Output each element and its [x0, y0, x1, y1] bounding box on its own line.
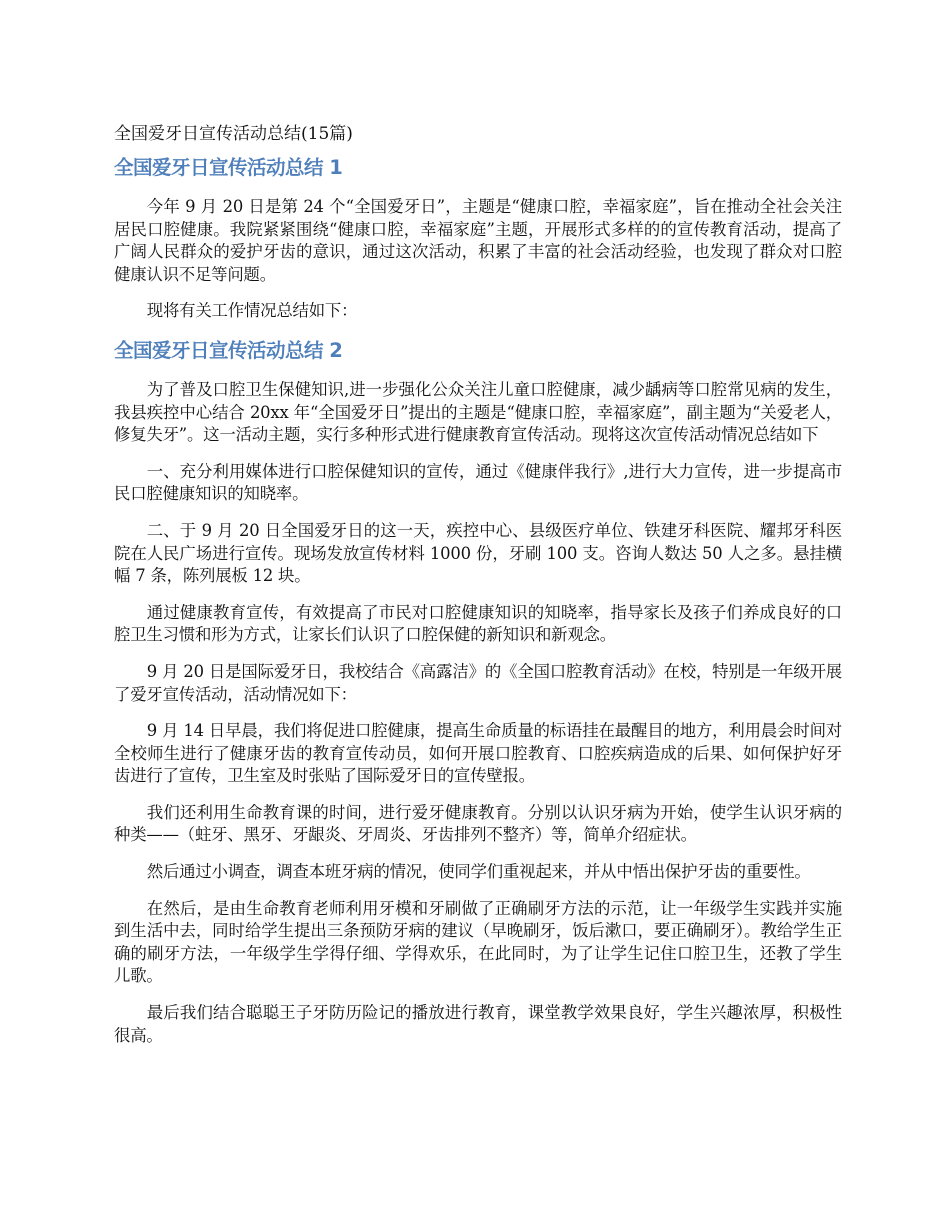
paragraph: 通过健康教育宣传，有效提高了市民对口腔健康知识的知晓率，指导家长及孩子们养成良好的口腔卫生习惯和形为方式，让家长们认识了口腔保健的新知识和新观念。 [114, 602, 842, 645]
paragraph: 为了普及口腔卫生保健知识,进一步强化公众关注儿童口腔健康，减少龋病等口腔常见病的发生，我县疾控中心结合 20xx 年“全国爱牙日”提出的主题是“健康口腔，幸福家庭”，副主题为“关爱老人，修复失牙”。这一活动主题，实行多种形式进行健康教育宣传活动。现将这次宣传活动情况总结如下 [114, 379, 842, 445]
paragraph: 最后我们结合聪聪王子牙防历险记的播放进行教育，课堂教学效果良好，学生兴趣浓厚，积极性很高。 [114, 1003, 842, 1045]
document-title: 全国爱牙日宣传活动总结(15篇) [114, 124, 353, 144]
section-heading: 全国爱牙日宣传活动总结 1 [114, 156, 343, 179]
paragraph: 然后通过小调查，调查本班牙病的情况，使同学们重视起来，并从中悟出保护牙齿的重要性。 [146, 862, 811, 882]
paragraph: 二、于 9 月 20 日全国爱牙日的这一天，疾控中心、县级医疗单位、铁建牙科医院、耀邦牙科医院在人民广场进行宣传。现场发放宣传材料 1000 份，牙刷 100 支。咨询人数达 50 人之多。悬挂横幅 7 条，陈列展板 12 块。 [114, 520, 842, 586]
paragraph: 在然后，是由生命教育老师利用牙模和牙刷做了正确刷牙方法的示范，让一年级学生实践并实施到生活中去，同时给学生提出三条预防牙病的建议（早晚刷牙，饭后漱口，要正确刷牙）。教给学生正确的刷牙方法，一年级学生学得仔细、学得欢乐，在此同时，为了让学生记住口腔卫生，还教了学生儿歌。 [114, 898, 842, 986]
section-1 [114, 154, 842, 323]
document-page [114, 120, 842, 1061]
paragraph: 今年 9 月 20 日是第 24 个“全国爱牙日”，主题是“健康口腔，幸福家庭”，旨在推动全社会关注居民口腔健康。我院紧紧围绕“健康口腔，幸福家庭”主题，开展形式多样的的宣传教育活动，提高了广阔人民群众的爱护牙齿的意识，通过这次活动，积累了丰富的社会活动经验，也发现了群众对口腔健康认识不足等问题。 [114, 197, 842, 284]
section-heading: 全国爱牙日宣传活动总结 2 [114, 338, 343, 362]
paragraph: 9 月 14 日早晨，我们将促进口腔健康，提高生命质量的标语挂在最醒目的地方，利用晨会时间对全校师生进行了健康牙齿的教育宣传动员，如何开展口腔教育、口腔疾病造成的后果、如何保护好牙齿进行了宣传，卫生室及时张贴了国际爱牙日的宣传壁报。 [114, 721, 842, 786]
paragraph: 一、充分利用媒体进行口腔保健知识的宣传，通过《健康伴我行》,进行大力宣传，进一步提高市民口腔健康知识的知晓率。 [114, 461, 842, 504]
paragraph: 现将有关工作情况总结如下： [146, 301, 358, 321]
section-2 [114, 337, 842, 1047]
paragraph: 9 月 20 日是国际爱牙日，我校结合《高露洁》的《全国口腔教育活动》在校，特别是一年级开展了爱牙宣传活动，活动情况如下： [114, 661, 842, 704]
paragraph: 我们还利用生命教育课的时间，进行爱牙健康教育。分别以认识牙病为开始，使学生认识牙病的种类——（蛀牙、黑牙、牙龈炎、牙周炎、牙齿排列不整齐）等，简单介绍症状。 [114, 802, 842, 845]
